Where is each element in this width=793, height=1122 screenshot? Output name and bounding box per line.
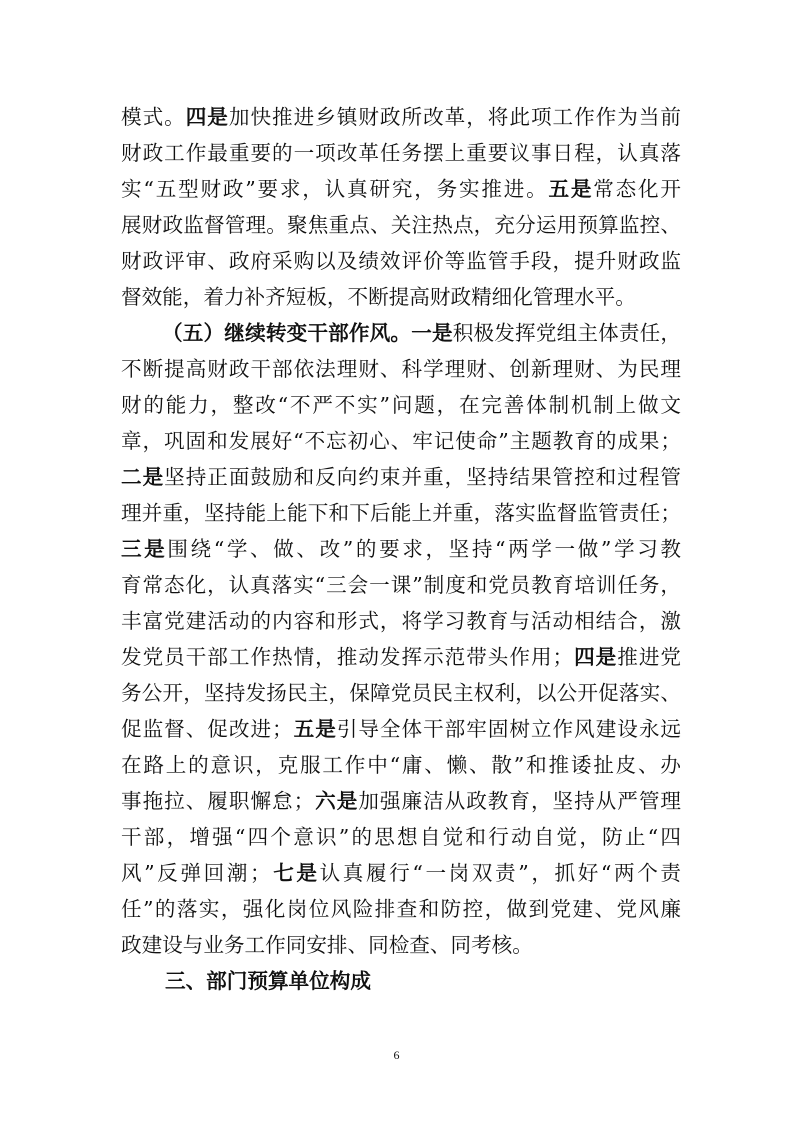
text-line (121, 177, 681, 201)
text-segment: 促监督、促改进； (121, 717, 293, 741)
text-line (121, 213, 681, 237)
text-line (121, 861, 681, 885)
page-number: 6 (393, 1048, 400, 1062)
text-segment: 常态化开 (593, 177, 682, 201)
text-line (121, 753, 681, 777)
text-line (121, 357, 681, 381)
text-line (121, 429, 681, 453)
text-segment: 丰富党建活动的内容和形式，将学习教育与活动相结合，激 (121, 609, 681, 633)
text-segment: 财政评审、政府采购以及绩效评价等监管手段，提升财政监 (121, 249, 681, 273)
text-segment: 理并重，坚持能上能下和下后能上并重，落实监督监管责任； (121, 501, 681, 525)
bold-keyword: 四是 (185, 105, 229, 129)
text-segment: 引导全体干部牢固树立作风建设永远 (336, 717, 682, 741)
text-segment: 财政工作最重要的一项改革任务摆上重要议事日程，认真落 (121, 141, 681, 165)
text-line (121, 645, 681, 669)
text-line (121, 105, 681, 129)
text-segment: 模式。 (121, 105, 186, 129)
text-line (121, 825, 681, 849)
text-segment: 风”反弹回潮； (121, 861, 271, 885)
text-segment: 财的能力，整改“不严不实”问题，在完善体制机制上做文 (121, 393, 681, 417)
bold-keyword: 三是 (121, 537, 168, 561)
text-segment: 认真履行“一岗双责”，抓好“两个责 (319, 861, 682, 885)
text-line (121, 573, 681, 597)
bold-keyword: 七是 (270, 861, 320, 885)
text-segment: 坚持正面鼓励和反向约束并重，坚持结果管控和过程管 (164, 465, 682, 489)
section-heading-line (162, 321, 681, 345)
text-segment: 在路上的意识，克服工作中“庸、懒、散”和推诿扯皮、办 (121, 753, 681, 777)
text-line (121, 141, 681, 165)
text-segment: 积极发挥党组主体责任， (452, 321, 682, 345)
text-segment: 务公开，坚持发扬民主，保障党员民主权利，以公开促落实、 (121, 681, 681, 705)
text-segment: 加强廉洁从政教育，坚持从严管理 (358, 789, 682, 813)
text-line (121, 789, 681, 813)
text-line (121, 717, 681, 741)
text-segment: 干部，增强“四个意识”的思想自觉和行动自觉，防止“四 (121, 825, 681, 849)
text-segment: 展财政监督管理。聚焦重点、关注热点，充分运用预算监控、 (121, 213, 681, 237)
text-line (121, 609, 681, 633)
section-title (165, 969, 725, 993)
text-line (121, 465, 681, 489)
text-line (121, 285, 681, 309)
text-segment: 加快推进乡镇财政所改革，将此项工作作为当前 (228, 105, 682, 129)
text-segment: 不断提高财政干部依法理财、科学理财、创新理财、为民理 (121, 357, 681, 381)
text-line (121, 393, 681, 417)
bold-keyword: （五）继续转变干部作风。一是 (162, 321, 453, 345)
text-line (121, 501, 681, 525)
text-segment: 推进党 (617, 645, 682, 669)
bold-keyword: 六是 (314, 789, 359, 813)
text-line (121, 249, 681, 273)
text-line (121, 897, 681, 921)
text-segment: 发党员干部工作热情，推动发挥示范带头作用； (121, 645, 574, 669)
text-line (121, 933, 681, 957)
text-segment: 督效能，着力补齐短板，不断提高财政精细化管理水平。 (121, 285, 636, 309)
bold-keyword: 四是 (573, 645, 618, 669)
text-segment: 事拖拉、履职懈怠； (121, 789, 315, 813)
bold-keyword: 二是 (121, 465, 165, 489)
text-segment: 育常态化，认真落实“三会一课”制度和党员教育培训任务， (121, 573, 681, 597)
text-segment: 章，巩固和发展好“不忘初心、牢记使命”主题教育的成果； (121, 429, 681, 453)
text-line (121, 681, 681, 705)
text-line (121, 537, 681, 561)
text-segment: 政建设与业务工作同安排、同检查、同考核。 (121, 933, 533, 957)
bold-keyword: 五是 (548, 177, 594, 201)
bold-keyword: 三、部门预算单位构成 (165, 969, 371, 993)
text-segment: 任”的落实，强化岗位风险排查和防控，做到党建、党风廉 (121, 897, 681, 921)
text-segment: 实“五型财政”要求，认真研究，务实推进。 (121, 177, 549, 201)
text-segment: 围绕“学、做、改”的要求，坚持“两学一做”学习教 (167, 537, 681, 561)
bold-keyword: 五是 (292, 717, 337, 741)
